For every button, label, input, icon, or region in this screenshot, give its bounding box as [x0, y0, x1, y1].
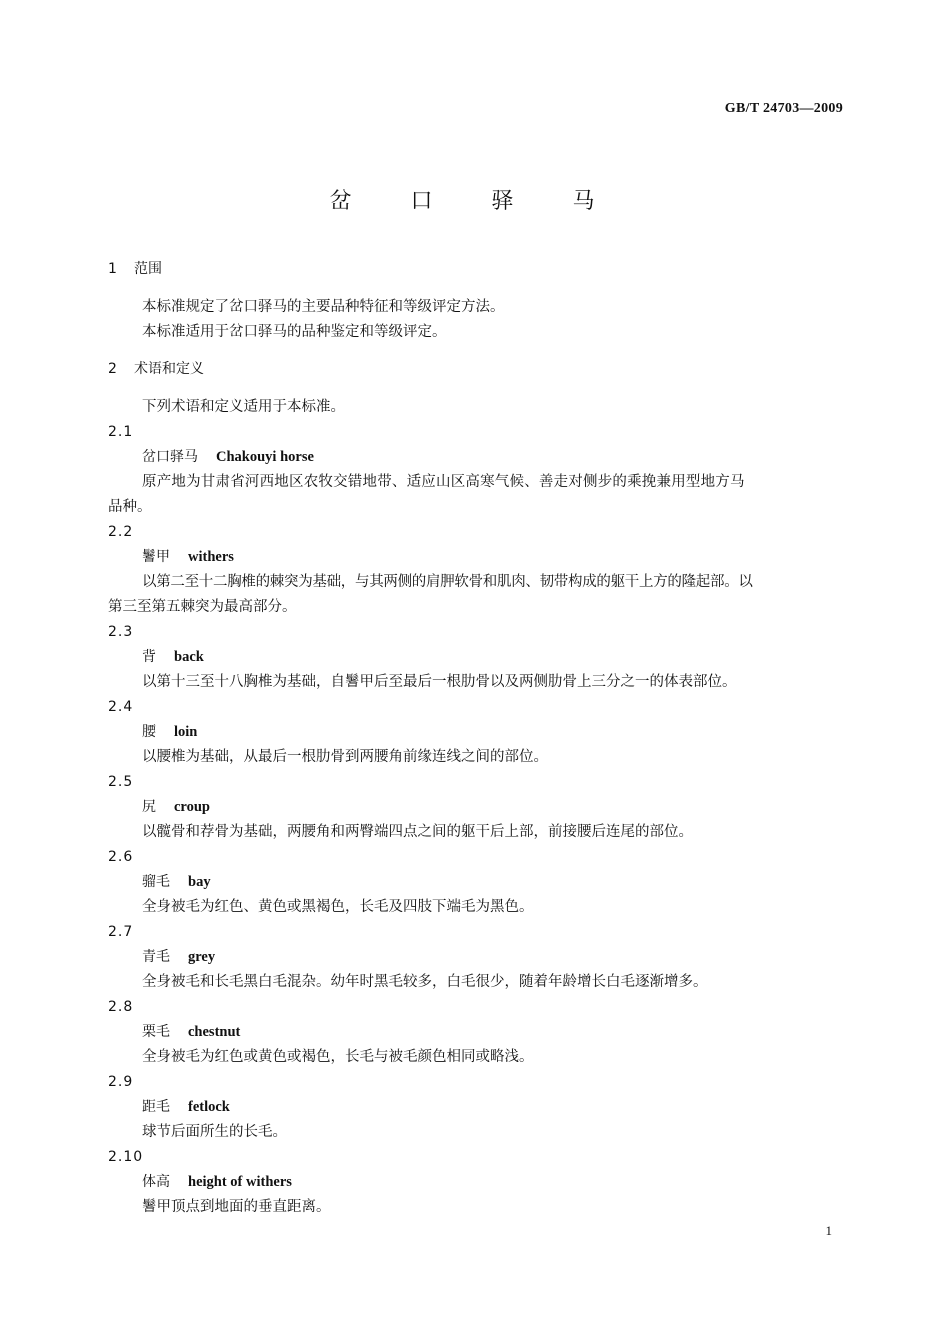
paragraph: 本标准适用于岔口驿马的品种鉴定和等级评定。 — [142, 324, 447, 340]
section-number: 2 — [108, 361, 117, 377]
term-en: Chakouyi horse — [216, 449, 314, 465]
term-cn: 骝毛 — [142, 874, 170, 890]
term-number: 2.2 — [108, 524, 134, 540]
section-number: 1 — [108, 261, 117, 277]
section-title: 范围 — [134, 261, 162, 277]
term-definition: 鬐甲顶点到地面的垂直距离。 — [142, 1199, 331, 1215]
section-heading — [0, 357, 950, 382]
term-heading — [0, 945, 950, 970]
term-number: 2.7 — [108, 924, 134, 940]
term-cn: 青毛 — [142, 949, 170, 965]
term-number: 2.1 — [108, 424, 134, 440]
term-number: 2.6 — [108, 849, 134, 865]
page-number: 1 — [825, 1223, 832, 1238]
term-definition: 以腰椎为基础，从最后一根肋骨到两腰角前缘连线之间的部位。 — [142, 749, 548, 765]
term-en: chestnut — [188, 1024, 241, 1040]
term-en: grey — [188, 949, 216, 965]
term-cn: 距毛 — [142, 1099, 170, 1115]
term-number: 2.5 — [108, 774, 134, 790]
term-en: height of withers — [188, 1174, 292, 1190]
term-cn: 栗毛 — [142, 1024, 170, 1040]
document-title: 岔 口 驿 马 — [329, 189, 621, 214]
term-definition: 以第二至十二胸椎的棘突为基础，与其两侧的肩胛软骨和肌肉、韧带构成的躯干上方的隆起部。以 — [142, 574, 753, 590]
term-cn: 腰 — [142, 724, 156, 740]
paragraph: 下列术语和定义适用于本标准。 — [142, 399, 345, 415]
term-en: bay — [188, 874, 211, 890]
term-definition: 以髋骨和荐骨为基础，两腰角和两臀端四点之间的躯干后上部，前接腰后连尾的部位。 — [142, 824, 693, 840]
term-heading — [0, 545, 950, 570]
term-number: 2.3 — [108, 624, 134, 640]
term-en: withers — [188, 549, 234, 565]
standard-code: GB/T 24703—2009 — [724, 101, 843, 116]
term-cn: 鬐甲 — [142, 549, 170, 565]
term-cn: 体高 — [142, 1174, 170, 1190]
term-en: back — [174, 649, 204, 665]
term-definition: 全身被毛为红色、黄色或黑褐色，长毛及四肢下端毛为黑色。 — [142, 899, 534, 915]
paragraph: 本标准规定了岔口驿马的主要品种特征和等级评定方法。 — [142, 299, 505, 315]
term-heading — [0, 445, 950, 470]
section-title: 术语和定义 — [134, 361, 204, 377]
term-cn: 尻 — [142, 799, 156, 815]
term-en: fetlock — [188, 1099, 230, 1115]
term-number: 2.4 — [108, 699, 134, 715]
section-heading — [0, 257, 950, 282]
term-en: croup — [174, 799, 210, 815]
term-heading — [0, 870, 950, 895]
term-cn: 背 — [142, 649, 156, 665]
term-en: loin — [174, 724, 198, 740]
term-cn: 岔口驿马 — [142, 449, 198, 465]
term-heading — [0, 1020, 950, 1045]
term-number: 2.9 — [108, 1074, 134, 1090]
term-definition: 球节后面所生的长毛。 — [142, 1124, 287, 1140]
term-definition: 以第十三至十八胸椎为基础，自鬐甲后至最后一根肋骨以及两侧肋骨上三分之一的体表部位。 — [142, 674, 737, 690]
term-number: 2.8 — [108, 999, 134, 1015]
term-definition: 全身被毛为红色或黄色或褐色，长毛与被毛颜色相同或略浅。 — [142, 1049, 534, 1065]
term-heading — [0, 1170, 950, 1195]
term-heading — [0, 795, 950, 820]
term-heading — [0, 720, 950, 745]
term-heading — [0, 645, 950, 670]
term-number: 2.10 — [108, 1149, 144, 1165]
term-definition: 全身被毛和长毛黑白毛混杂。幼年时黑毛较多，白毛很少，随着年龄增长白毛逐渐增多。 — [142, 974, 708, 990]
term-definition-cont: 第三至第五棘突为最高部分。 — [108, 599, 297, 615]
term-heading — [0, 1095, 950, 1120]
term-definition-cont: 品种。 — [108, 499, 152, 515]
term-definition: 原产地为甘肃省河西地区农牧交错地带、适应山区高寒气候、善走对侧步的乘挽兼用型地方马 — [142, 474, 745, 490]
